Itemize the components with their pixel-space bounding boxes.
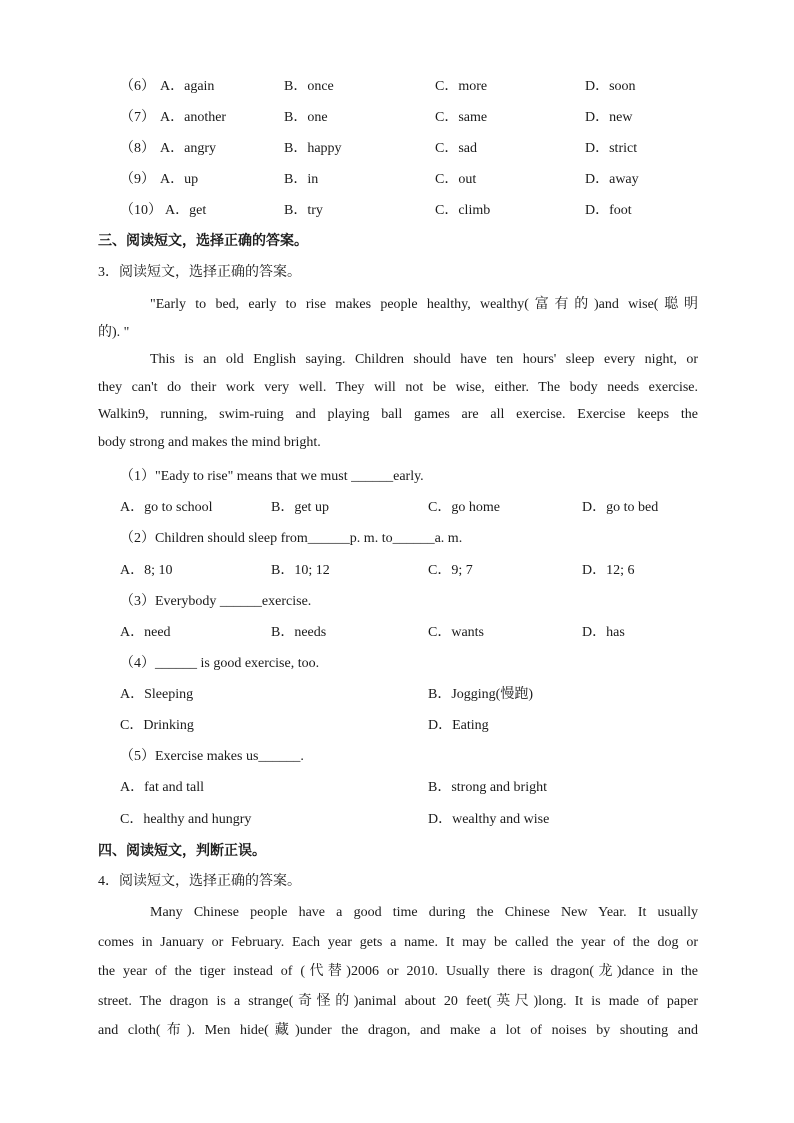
passage-line: This is an old English saying. Children should have ten hours' sleep every night, or: [150, 352, 698, 367]
passage-line: comes in January or February. Each year gets a name. It may be called the year of the dog or: [98, 934, 698, 950]
question-stem: （5）Exercise makes us______.: [120, 749, 304, 764]
passage: [98, 898, 698, 1046]
option-b: B．Jogging(慢跑): [428, 687, 533, 702]
option-a: A．up: [160, 172, 199, 187]
option-b: B．in: [284, 172, 319, 187]
option-d: D．12; 6: [582, 563, 635, 578]
option-d: D．away: [585, 172, 639, 187]
question-stem: （1）"Eady to rise" means that we must ______early.: [120, 469, 424, 484]
option-b: B．once: [284, 79, 334, 94]
option-d: D．new: [585, 110, 633, 125]
option-c: C．more: [435, 79, 488, 94]
section-heading: 四、阅读短文，判断正误。: [98, 843, 266, 859]
option-d: D．strict: [585, 141, 638, 156]
option-d: D．soon: [585, 79, 636, 94]
option-b: B．try: [284, 203, 323, 218]
passage-line: and cloth(布). Men hide(藏)under the dragon, and make a lot of noises by shouting and: [98, 1023, 698, 1038]
option-c: C．Drinking: [120, 718, 194, 733]
question-title: 4．阅读短文，选择正确的答案。: [98, 874, 301, 889]
option-a: A．8; 10: [120, 563, 173, 578]
option-c: C．out: [435, 172, 477, 187]
passage-line: 的). ": [98, 324, 130, 340]
option-a: A．again: [160, 79, 215, 94]
option-d: D．Eating: [428, 718, 489, 733]
option-d: D．has: [582, 625, 625, 640]
option-a: A．another: [160, 110, 227, 125]
option-c: C．climb: [435, 203, 491, 218]
option-a: A．go to school: [120, 500, 213, 515]
option-c: C．same: [435, 110, 488, 125]
option-c: C．sad: [435, 141, 477, 156]
option-d: D．go to bed: [582, 500, 659, 515]
passage-line: "Early to bed, early to rise makes people healthy, wealthy(富有的)and wise(聪明: [150, 297, 698, 312]
option-a: A．Sleeping: [120, 687, 194, 702]
passage-line: they can't do their work very well. They will not be wise, either. The body needs exercise.: [98, 379, 698, 395]
option-c: C．go home: [428, 500, 500, 515]
question-title: 3．阅读短文，选择正确的答案。: [98, 265, 301, 280]
passage-line: the year of the tiger instead of (代替)2006 or 2010. Usually there is dragon(龙)dance in the: [98, 964, 698, 979]
question-number: （9）: [120, 172, 155, 187]
option-b: B．happy: [284, 141, 342, 156]
option-a: A．fat and tall: [120, 780, 204, 795]
option-a: A．angry: [160, 141, 216, 156]
question-number: （7）: [120, 110, 155, 125]
option-a: A．need: [120, 625, 171, 640]
option-b: B．10; 12: [271, 563, 330, 578]
passage: [98, 291, 698, 456]
option-b: B．get up: [271, 500, 329, 515]
question-stem: （3）Everybody ______exercise.: [120, 594, 312, 609]
option-d: D．foot: [585, 203, 632, 218]
option-b: B．strong and bright: [428, 780, 547, 795]
question-stem: （2）Children should sleep from______p. m. to______a. m.: [120, 531, 463, 546]
option-c: C．9; 7: [428, 563, 473, 578]
question-number: （8）: [120, 141, 155, 156]
option-b: B．needs: [271, 625, 327, 640]
passage-line: body strong and makes the mind bright.: [98, 434, 321, 450]
question-stem: （4）______ is good exercise, too.: [120, 656, 320, 671]
question-number: （6）: [120, 79, 155, 94]
passage-line: street. The dragon is a strange(奇怪的)animal about 20 feet(英尺)long. It is made of paper: [98, 993, 698, 1009]
option-b: B．one: [284, 110, 328, 125]
option-d: D．wealthy and wise: [428, 812, 550, 827]
section-heading: 三、阅读短文，选择正确的答案。: [98, 233, 308, 249]
option-c: C．wants: [428, 625, 484, 640]
question-number: （10）: [120, 203, 162, 218]
option-c: C．healthy and hungry: [120, 812, 252, 827]
passage-line: Many Chinese people have a good time during the Chinese New Year. It usually: [150, 905, 698, 920]
passage-line: Walkin9, running, swim-ruing and playing ball games are all exercise. Exercise keeps the: [98, 407, 698, 422]
option-a: A．get: [165, 203, 207, 218]
